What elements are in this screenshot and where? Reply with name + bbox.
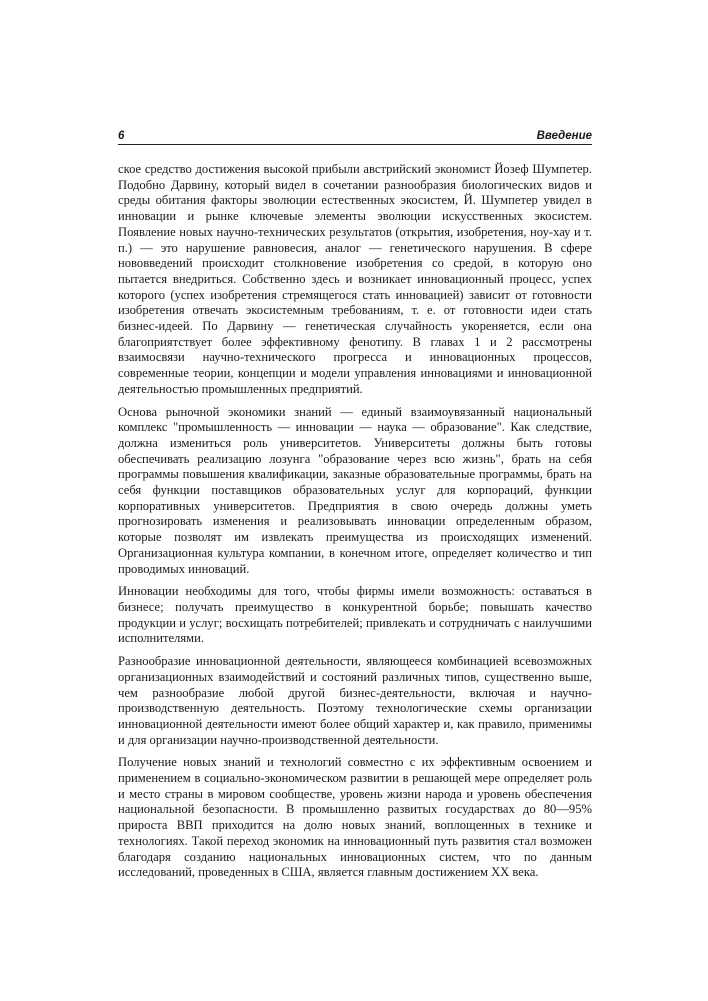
running-header: [118, 128, 592, 145]
paragraph: Получение новых знаний и технологий совместно с их эффективным освоением и применением в социально-экономическом развитии в решающей мере определяет роль и место страны в мировом сообществе, уровень жизни народа и уровень обеспечения национальной безопасности. В промышленно развитых государствах до 80—95% прироста ВВП приходится на долю новых знаний, воплощенных в технике и технологиях. Такой переход экономик на инновационный путь развития стал возможен благодаря созданию национальных инновационных систем, что по данным исследований, проведенных в США, является главным достижением XX века.: [118, 755, 592, 880]
page-number: 6: [118, 130, 125, 142]
paragraph: Разнообразие инновационной деятельности, являющееся комбинацией всевозможных организационных взаимодействий и состояний различных типов, существенно выше, чем разнообразие любой другой бизнес-деятельности, включая и научно-производственную деятельность. Поэтому технологические схемы организации инновационной деятельности имеют более общий характер и, как правило, применимы и для организации научно-производственной деятельности.: [118, 654, 592, 747]
paragraph: ское средство достижения высокой прибыли австрийский экономист Йозеф Шумпетер. Подобно Дарвину, который видел в сочетании разнообразия биологических видов и среды обитания факторы эволюции естественных экосистем, Й. Шумпетер увидел в инновации и рынке ключевые элементы эволюции искусственных экосистем. Появление новых научно-технических результатов (открытия, изобретения, ноу-хау и т. п.) — это нарушение равновесия, аналог — генетического нарушения. В сфере нововведений происходит столкновение изобретения со средой, в которую оно пытается внедриться. Собственно здесь и возникает инновационный процесс, успех которого (успех изобретения стремящегося стать инновацией) зависит от готовности изобретения отвечать экосистемным требованиям, т. е. от готовности идеи стать бизнес-идеей. По Дарвину — генетическая случайность укореняется, если она благоприятствует более эффективному фенотипу. В главах 1 и 2 рассмотрены взаимосвязи научно-технического прогресса и инновационных процессов, современные теории, концепции и модели управления инновациями и инновационной деятельностью промышленных предприятий.: [118, 162, 592, 396]
book-page: [118, 128, 592, 888]
body-text: [118, 162, 592, 881]
paragraph: Основа рыночной экономики знаний — единый взаимоувязанный национальный комплекс "промышленность — инновации — наука — образование". Как следствие, должна измениться роль университетов. Университеты должны быть готовы обеспечивать реализацию лозунга "образование через всю жизнь", брать на себя программы повышения квалификации, заказные образовательные программы, брать на себя функции поставщиков образовательных услуг для корпораций, функции корпоративных университетов. Предприятия в свою очередь должны уметь прогнозировать изменения и реализовывать инновации определенным образом, которые позволят им извлекать преимущества из происходящих изменений. Организационная культура компании, в конечном итоге, определяет количество и тип проводимых инноваций.: [118, 404, 592, 576]
paragraph: Инновации необходимы для того, чтобы фирмы имели возможность: оставаться в бизнесе; получать преимущество в конкурентной борьбе; повышать качество продукции и услуг; восхищать потребителей; привлекать и сотрудничать с наилучшими исполнителями.: [118, 584, 592, 646]
section-title: Введение: [536, 130, 592, 142]
